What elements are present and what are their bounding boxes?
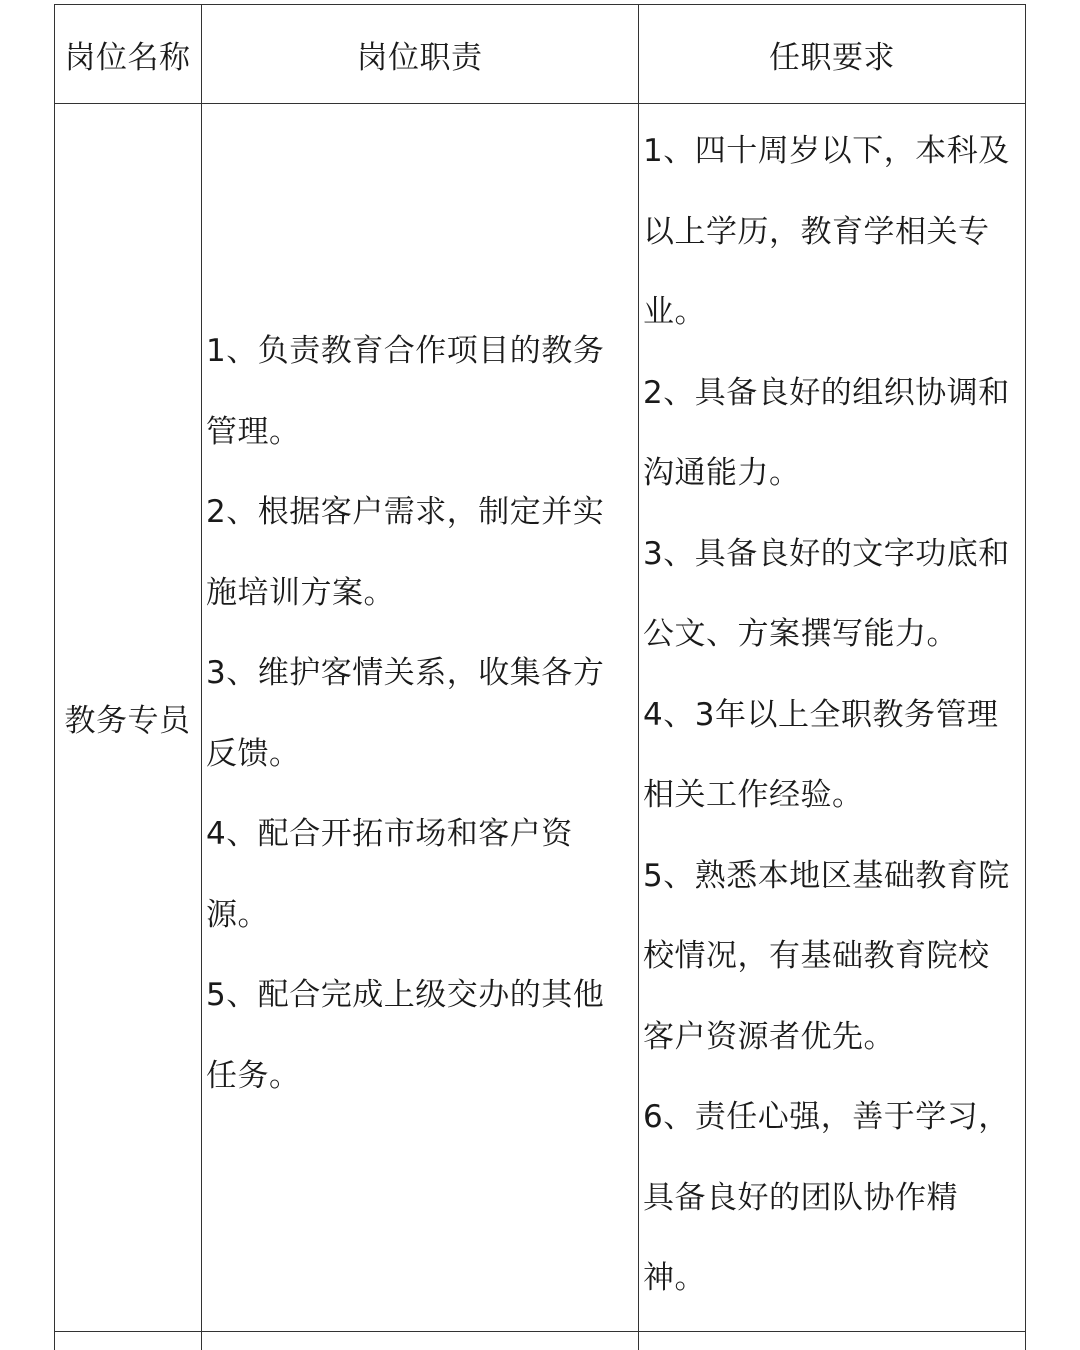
requirement-line: 以上学历，教育学相关专 xyxy=(643,213,990,250)
requirement-line: 3、具备良好的文字功底和 xyxy=(643,535,1010,572)
header-duties: 岗位职责 xyxy=(356,39,483,76)
duty-line: 管理。 xyxy=(206,413,301,450)
row-divider xyxy=(54,1331,1026,1332)
requirement-line: 沟通能力。 xyxy=(643,455,801,491)
duties-text xyxy=(201,311,638,1116)
header-requirements: 任职要求 xyxy=(769,39,895,76)
position-name: 教务专员 xyxy=(64,702,191,739)
requirements-cell xyxy=(638,103,1026,1331)
requirement-line: 4、3年以上全职教务管理 xyxy=(643,696,999,733)
position-name-cell xyxy=(54,103,201,1331)
job-table xyxy=(54,4,1026,1350)
duty-line: 源。 xyxy=(206,896,269,933)
requirement-line: 具备良好的团队协作精 xyxy=(643,1179,958,1216)
requirements-text xyxy=(638,111,1026,1319)
requirement-line: 5、熟悉本地区基础教育院 xyxy=(643,857,1010,894)
duty-line: 4、配合开拓市场和客户资 xyxy=(206,816,573,852)
requirement-line: 2、具备良好的组织协调和 xyxy=(643,374,1010,411)
duties-cell xyxy=(201,103,638,1331)
requirement-line: 6、责任心强，善于学习， xyxy=(643,1099,1010,1135)
duty-line: 施培训方案。 xyxy=(206,574,395,611)
duty-line: 2、根据客户需求，制定并实 xyxy=(206,494,605,530)
duty-line: 反馈。 xyxy=(206,735,301,772)
header-position-name: 岗位名称 xyxy=(64,39,191,76)
requirement-line: 公文、方案撰写能力。 xyxy=(643,616,958,652)
duty-line: 5、配合完成上级交办的其他 xyxy=(206,977,605,1013)
requirement-line: 校情况，有基础教育院校 xyxy=(643,938,990,974)
duty-line: 1、负责教育合作项目的教务 xyxy=(206,333,605,369)
requirement-line: 1、四十周岁以下，本科及 xyxy=(643,133,1010,169)
requirement-line: 相关工作经验。 xyxy=(643,777,864,813)
requirement-line: 客户资源者优先。 xyxy=(643,1018,895,1055)
requirement-line: 业。 xyxy=(643,294,706,330)
requirement-line: 神。 xyxy=(643,1260,706,1296)
duty-line: 3、维护客情关系，收集各方 xyxy=(206,655,605,691)
duty-line: 任务。 xyxy=(206,1057,301,1094)
